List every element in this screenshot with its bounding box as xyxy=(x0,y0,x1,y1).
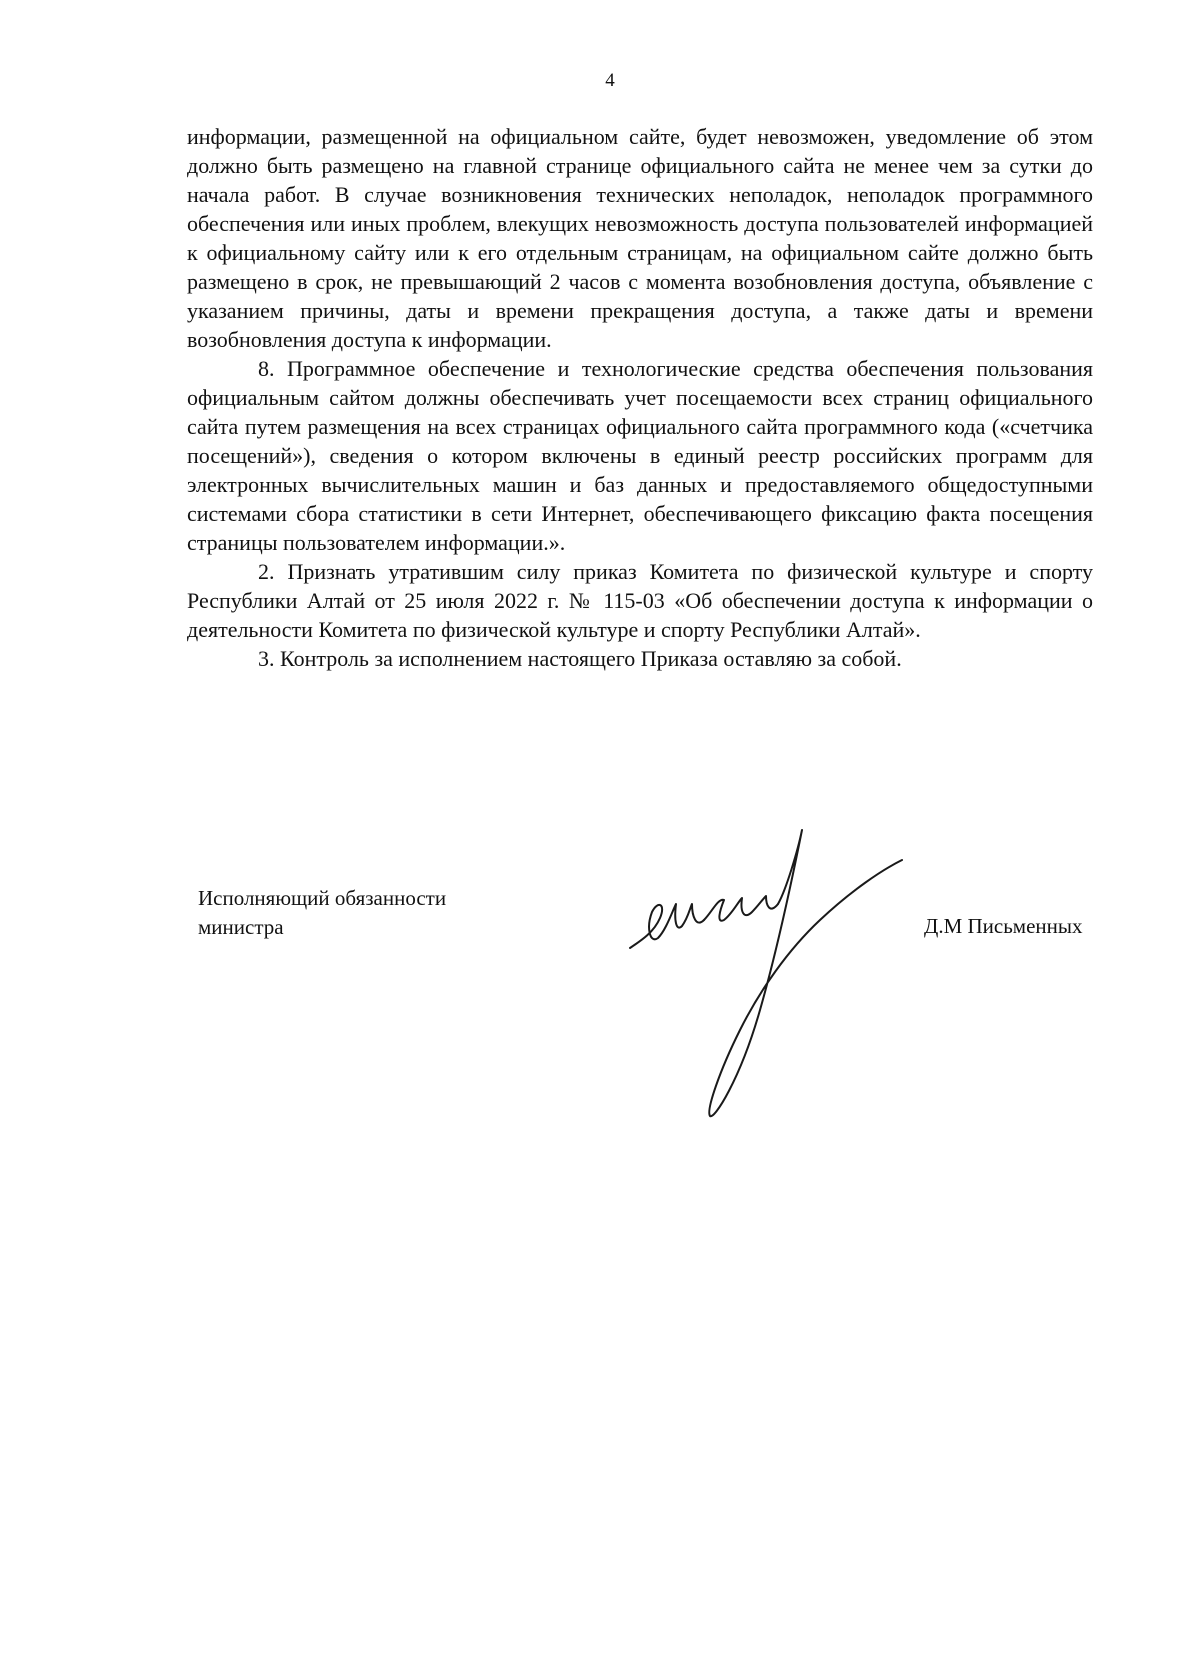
page-number: 4 xyxy=(605,70,615,91)
paragraph-item-3: 3. Контроль за исполнением настоящего Приказа оставляю за собой. xyxy=(258,646,902,671)
signatory-role xyxy=(198,884,446,942)
signatory-name: Д.М Письменных xyxy=(924,914,1083,938)
paragraph-continuation: информации, размещенной на официальном сайте, будет невозможен, уведомление об этом должно быть размещено на главной странице официального сайта не менее чем за сутки до начала работ. В случае возникновения технических неполадок, неполадок программного обеспечения или иных проблем, влекущих невозможность доступа пользователей информацией к официальному сайту или к его отдельным страницам, на официальном сайте должно быть размещено в срок, не превышающий 2 часов с момента возобновления доступа, объявление с указанием причины, даты и времени прекращения доступа, а также даты и времени возобновления доступа к информации. xyxy=(187,124,1093,352)
paragraph-item-8: 8. Программное обеспечение и технологические средства обеспечения пользования официальным сайтом должны обеспечивать учет посещаемости всех страниц официального сайта путем размещения на всех страницах официального сайта программного кода («счетчика посещений»), сведения о котором включены в единый реестр российских программ для электронных вычислительных машин и баз данных и предоставляемого общедоступными системами сбора статистики в сети Интернет, обеспечивающего фиксацию факта посещения страницы пользователем информации.». xyxy=(187,356,1093,555)
signature-stroke-loop xyxy=(709,830,902,1116)
paragraph-item-2: 2. Признать утратившим силу приказ Комитета по физической культуре и спорту Республики Алтай от 25 июля 2022 г. № 115-03 «Об обеспечении доступа к информации о деятельности Комитета по физической культуре и спорту Республики Алтай». xyxy=(187,559,1093,642)
document-body xyxy=(187,122,1093,673)
signature-stroke-letters xyxy=(704,896,778,921)
handwritten-signature xyxy=(620,820,950,1140)
signature-stroke-initials xyxy=(630,904,704,948)
signatory-role-line1: Исполняющий обязанности xyxy=(198,886,447,910)
signatory-role-line2: министра xyxy=(198,915,284,939)
